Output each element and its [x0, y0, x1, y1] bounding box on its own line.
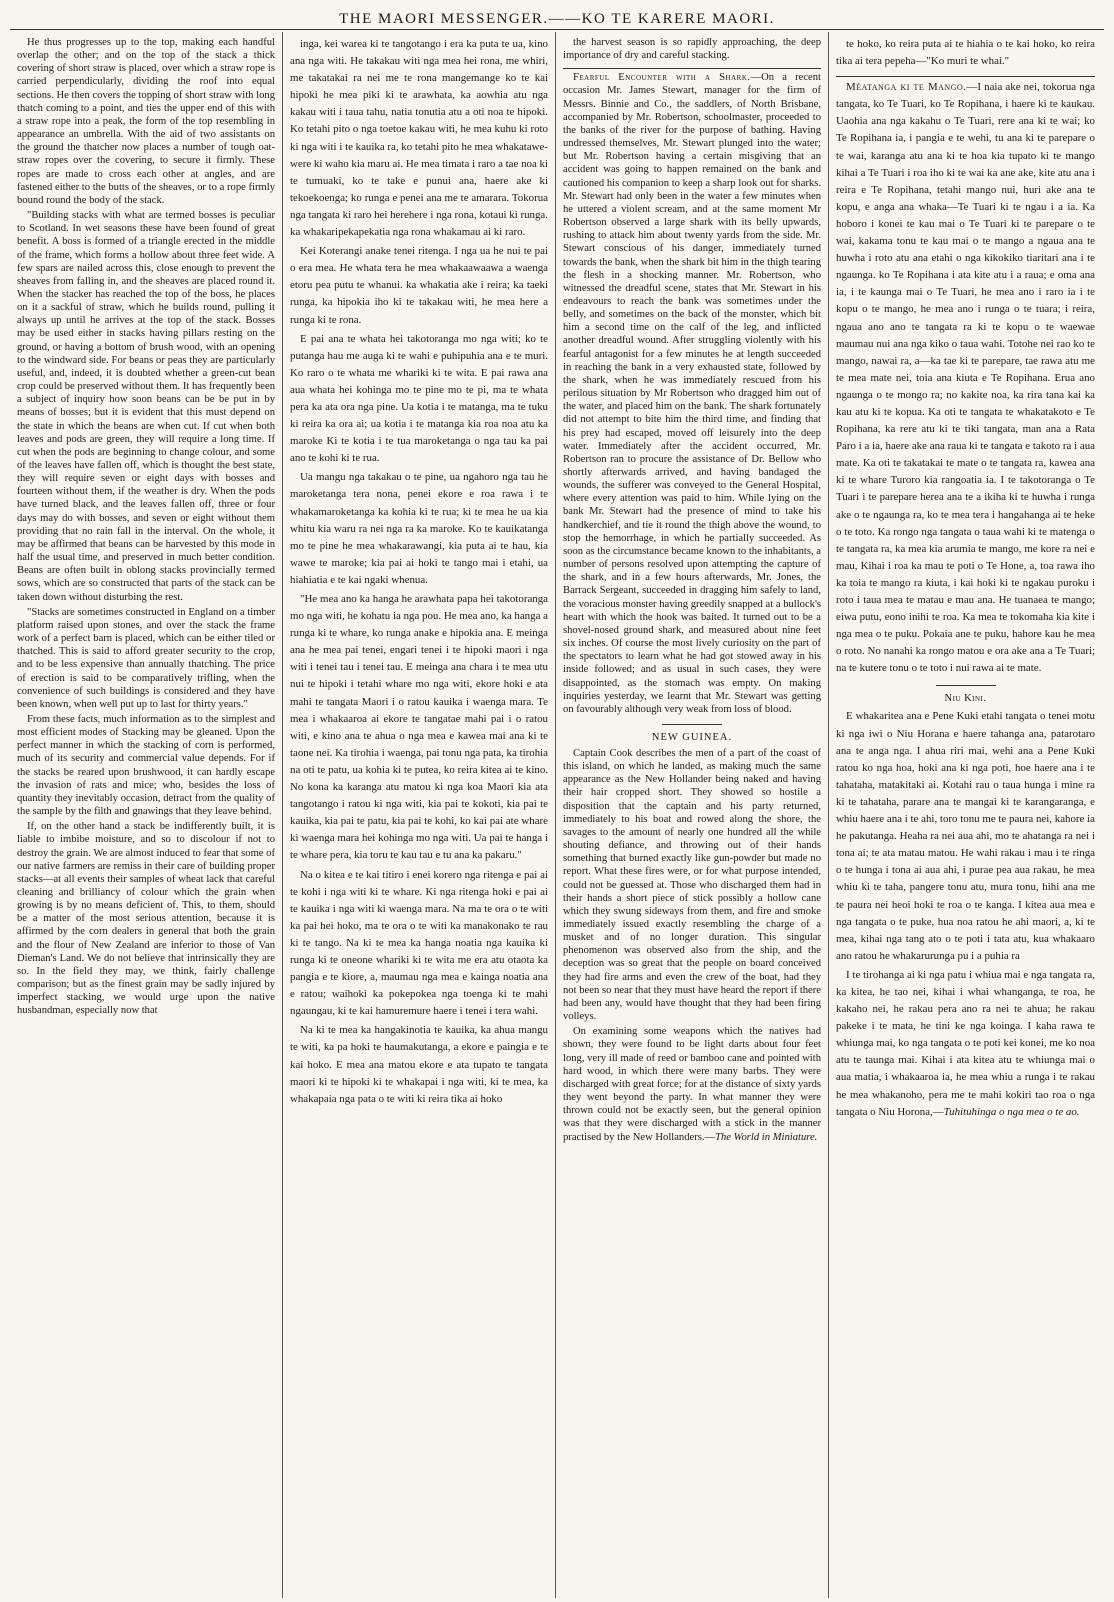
shark-article: [563, 71, 821, 716]
paragraph: Na o kitea e te kai titiro i enei korero nga ritenga e pai ai te kohi i nga witi ki te whare. Ki nga ritenga hoki e pai ai te kauika i nga witi ki waenga mara. Na ma te ora o te witi ka pai hei hoko, ma te ora o te witi ka manakonako te rau ki te tango. Na ki te mea ka hanga noatia nga kauika ki runga ki te oneone whariki ki te wita me era atu otaota ka pangia e te kiore, a, maumau nga mea e kainga noatia ana e ratou; waihoki ka pokepokea nga toenga ki te mahi ngaungau, ki te kai hamuremure haere i tenei i tera wahi.: [290, 868, 548, 1018]
shark-article-title: Fearful Encounter with a Shark.: [573, 72, 751, 84]
paragraph: the harvest season is so rapidly approaching, the deep importance of dry and careful stacking.: [563, 37, 821, 62]
mango-article: [836, 79, 1095, 677]
source-credit: Tuhituhinga o nga mea o te ao.: [943, 1105, 1080, 1118]
divider: [563, 68, 821, 69]
column-maori-news: [829, 32, 1102, 1598]
paragraph: If, on the other hand a stack be indifferently built, it is liable to imbibe moisture, and so to discolour if not to destroy the grain. We are almost induced to fear that some of our native farmers are remiss in their care of building proper stacks—at all events their samples of wheat lack that careful cleaning and brilliancy of colour which the grain when growing is by no means deficient of. This, to them, should be a matter of the most serious attention, because it is affirmed by the corn dealers in general that both the grain and the flour of New Zealand are inferior to those of Van Dieman's Land. We do not believe that intrinsically they are so. In the field they may, we think, fairly challenge comparison; but as the finest grain may be sadly injured by imperfect stacking, we would urge upon the native husbandman, especially now that: [17, 821, 275, 1017]
mango-article-body: —I naia ake nei, tokorua nga tangata, ko Te Tuari, ko Te Ropihana, i haere ki te kaukau. Uaohia ana nga kakahu o Te Tuari, rere ana ki te wai; ko Te Ropihana ia, i pangia e te wehi, tu ana ki te parepare o te wai, karanga atu ana ki te hoa kia tupato ki te mango kihai a Te Tuari i roa iho ki te wai ka ane ake, kite atu ana i reira e Te Ropihana, tetahi mango nui, huri ake ana te kopu, e anga ana whaka—Te Tuari ki te ngau i a ia. Ka hoboro i konei te kau mai o Te Tuari ki te parepare o te wai, kakama tonu te kau mai o te mango a ngaua ana te huwha i roto atu ana etahi o nga kikokiko tiaritari ana i te ngaunga. ko Te Ropihana i ata kite atu i a raua; e oma ana ia, i te kaunga mai o Te Tuari, he mea ano i raro ia i te kopu o te mango, he mea ano i runga o te tuara; i reira, ngaua ano ano te tangata ra ki te kopu o te waewae maumau nui ana nga kiko o taua wahi. Totohe nei rao ko te mango, nawai ra, a—ka tae ki te parepare, tae rawa atu me te mea mate nei, toia ana kiuta e Te Ropihana. Erua ano ngaunga o te mongo ra; no kakite noa, ka rira tana kai ka kau atu ki te kopua. Ka oti te tangata te whakatakoto e Te Ropihana, ka rere atu ki te tiki tangata, man ana a Rata Paro i a ia, haere ake ana raua ki te tangata e takoto ra i aua mate. Ka oti te takatakai te mate o te tangata ra, kawea ana ki te whare Turoro kia rangoatia ia. I te takotoranga o Te Tuari i te parepare herea ana te a ikiha ki te huwha i runga ake o te ngaunga ra, ko te mea tera i hangahanga ai te heke o te toto. Ka rongo nga tangata o taua wahi ki te matenga o te tangata ra, ka mea kia arumia te mango, me kore ra nei e mau, Kihai i roa ka mau te poti o Te Hone, a, toa rawa iho ka toia te mango ra kiuta, i kai hoki ki te ngakau puroku i roto i taua mea te matau e mau ana. He tuanaea te mango; eiwa putu, eono inihi te roa. Ka mea te tokomaha kia kite i nga mea o te puku. Pokaia ane te puku, hahore kau he mea o roto. No nanahi ka rongo matou e ora ake ana a Te Tuari; na te kutere tonu o te toto i nui rawa ai te mate.: [836, 81, 1095, 675]
paragraph: "He mea ano ka hanga he arawhata papa hei takotoranga mo nga witi, he kohatu ia nga pou. He mea ano, ka hanga a runga ki te whare, ko runga anake e hipokia ana. E meinga ana he mea pai tenei, engari tenei i te hipoki maori i nga witi i tenei tau i tenei tau. E meinga ana chara i te mea utu nui te hipoki i tetahi whare mo nga witi, ekore hoki e ata mahi te tangata Maori i o ratou kauika i waenga mara. Te mea i whakaaroa ai ekore te tangatae mahi pai i o ratou witi, e kino ana te ahua o nga mea e kawea mai ana ki te taone nei. Ka tirohia i waenga, pai tonu nga pata, ka tirohia na oti te patu, ua kohia ki te putea, ko reira kitea ai te kino. No kona ka karanga atu matou ki nga koa Maori kia ata tangotango i ratou ki nga witi, kia pai te kokoti, kia pai te kauika, kia pai te patu, kia pai te kohi, ko kai pai ate whare ki waenga mara hei kohinga mo nga witi. Ua pai te hanga i te whare pera, kia toru te kau tau e tu ana ka pakaru.": [290, 593, 548, 862]
paragraph: [836, 967, 1095, 1121]
paragraph: E pai ana te whata hei takotoranga mo nga witi; ko te putanga hau me auga ki te wahi e puhipuhia ana e te muri. Ko raro o te whata me whariki ki te wita. E pai rawa ana aua whata hei kohinga mo te pine mo te pi, ma te whata pera ka ata ora nga pine. Ua kotia i te matanga, ma te tuku ki reira ka ora ai; ua kotia i te matanga kia roa noa atu ka maroke Ki te kotia i te tua maroketanga o nga tau ka pai ano te kohi ki te rua.: [290, 332, 548, 465]
paragraph: Na ki te mea ka hangakinotia te kauika, ka ahua mangu te witi, ka pa hoki te haumakutanga, a ekore e paingia e te kai hoko. E mea ana matou ekore e ata tupato te tangata maori ki te hipoki ki te whakapai i nga witi, ki te mea, ka whakapaia nga pata o te witi ki reira tika ai hoko: [290, 1024, 548, 1105]
paragraph: "Building stacks with what are termed bosses is peculiar to Scotland. In wet seasons these have been found of great benefit. A boss is formed of a triangle erected in the middle of the frame, which forms a hollow about three feet wide. A few spars are nailed across this, close enough to prevent the sheaves from falling in, and the sheaves are placed round it. When the stacker has reached the top of the boss, he places on it a sackful of straw, which he builds round, pulling it always up until he arrives at the top of the stack. Bosses may be used either in stacks having pillars resting on the ground, or having a bottom of brush wood, with an opening to the windward side. For beans or peas they are particularly useful, and, indeed, it is doubted whether a green-cut bean crop could be preserved without them. It has frequently been a subject of inquiry how soon beans can be be put in by means of bosses; but it is evident that this must depend on the state in which the beans are when cut. If cut when both leaves and pods are green, they will require a long time. If cut when the pods are beginning to change colour, and some of the leaves have fallen off, which is thought the best state, they will require seven or eight days with bosses and fourteen without them, if the weather is dry. When the pods have turned black, and the leaves fallen off, three or four days may do with bosses, and seven or eight without them providing that no rain fall in the interval. On the whole, it may be affirmed that beans can be harvested by this mode in half the usual time, and preserved in much better condition. Beans are often built in oblong stacks provincially termed sows, which are so constructed that parts of the stack can be taken down without disturbing the rest.: [17, 210, 275, 603]
column-maori-stacking: [283, 32, 556, 1598]
paragraph: [563, 1025, 821, 1143]
niu-kini-heading: Niu Kini.: [944, 693, 987, 705]
paragraph: inga, kei warea ki te tangotango i era ka puta te ua, kino ana nga witi. He takakau witi nga mea hei rona, me whiri, me takatakai ra nei me te rona mangemange ko te kai hipoki he mea piki ki te arawhata, ka aowhia atu nga kakau witi i taua tahu, natia tonutia atu a oti noa te hipoki. Ko tetahi pito o nga toetoe kakau witi, he mea kuhu ki roto ki nga witi i te kauika ra, ko tetahi pito he mea whakatawe-were ki waho kia maru ai. He mea timata i raro a tae noa ki te tumuaki, ko te take e punui ana, haere ake ki tekoekoenga; ko runga e penei ana me te amarara. Tokorua nga tangata ki raro hei herehere i nga rona, kotaui ki runga. ka whakaripekapekatia nga rona whakamau ai ki raro.: [290, 38, 548, 239]
column-english-stacking: [10, 32, 283, 1598]
paragraph: Kei Koterangi anake tenei ritenga. I nga ua he nui te pai o era mea. He whata tera he mea whakaawaawa a waenga etoru pea putu te whanui. ka whakatia ake i reira; ka taeki runga, ka hipokia iho ki te takakau witi, he mea here a runga ki te rona.: [290, 245, 548, 326]
source-credit: The World in Miniature.: [715, 1131, 818, 1143]
divider: [836, 76, 1095, 77]
paragraph-body: On examining some weapons which the natives had shown, they were found to be light darts about four feet long, very ill made of reed or bamboo cane and pointed with hard wood, in which there were many barbs. They were discharged with great force; for at the distance of sixty yards they went beyond the party. In what manner they were thrown could not be exactly seen, but the general opinion was that they were discharged with a stick in the manner practised by the New Hollanders.—: [563, 1026, 821, 1143]
column-english-news: [556, 32, 829, 1598]
mango-article-title: Mèatanga ki te Mango.: [846, 81, 967, 94]
masthead: THE MAORI MESSENGER.——KO TE KARERE MAORI.: [10, 8, 1104, 30]
columns: [10, 32, 1104, 1598]
paragraph: From these facts, much information as to the simplest and most efficient modes of Stacking may be gleaned. Upon the perfect manner in which the stacking of corn is performed, much of its security and commercial value depends. For if the stacks be reared upon brushwood, it can hardly escape the invasion of rats and mice; who, besides the loss of quantity they inevitably occasion, detract from the quality of the sample by the filth and gnawings that they leave behind.: [17, 713, 275, 818]
divider: [936, 685, 996, 686]
paragraph: te hoko, ko reira puta ai te hiahia o te kai hoko, ko reira tika ai tera pepeha—"Ko muri te whai.": [836, 38, 1095, 68]
new-guinea-heading: NEW GUINEA.: [651, 731, 733, 743]
paragraph: Captain Cook describes the men of a part of the coast of this island, on which he landed, as making much the same appearance as the New Hollander being naked and having their hair cropped short. They showed so hostile a disposition that the captain and his party returned, immediately to his boat and rowed along the shore, the savages to the amount of nearly one hundred all the while shouting defiance, and throwing out of their hands something that burned exactly like gun-powder but made no report. What these fires were, or for what purpose intended, could not be guessed at. Those who discharged them had in their hands a short piece of stick possibly a hollow cane which they swung sideways from them, and fire and smoke immediately issued exactly resembling the charge of a musket and of no longer duration. This singular phenomenon was observed also from the ship, and the deception was so great that the people on board conceived they had fire arms and even the crew of the boat, had they not been so near that they must have heard the report if there had been any, would have thought that they had been firing volleys.: [563, 747, 821, 1023]
divider: [662, 724, 722, 725]
paragraph: "Stacks are sometimes constructed in England on a timber platform raised upon stones, and over the stack the frame work of a perfect barn is placed, which can be either tiled or thatched. This is said to afford greater security to the crop, and to be less expensive than annually thatching. The price of erection is said to be comparatively trifling, when the convenience of such buildings is considered and they have been known, when well put up to last for thirty years.": [17, 606, 275, 710]
paragraph: Ua mangu nga takakau o te pine, ua ngahoro nga tau he maroketanga tera nona, penei ekore e roa rawa i te whakamaroketanga ka kohia ki te rua; ki te mea he ua kia whitu kia waru ra nei nga ra ka maroke. Ko te kauikatanga mo te pine he mea whakarawangi, kia puta ai te hau, kia wawe te maroke; kia pai ai hoki te tango mai i etahi, ua hiahiatia e te kai ngaki whenua.: [290, 471, 548, 586]
paragraph: He thus progresses up to the top, making each handful overlap the other; and on the top of the stack a thick covering of short straw is placed, over which a straw rope is carried perpendicularly, dividing the roof into equal sections. He then covers the topping of short straw with long thatch coming to a point, and ties the upper end of this with a straw rope into a peak, the form of the top resembling in appearance an umbrella. With the aid of two assistants on the ground the thatcher now places a number of tough oat-straw ropes over the covering, to secure it firmly. These ropes are made to cross each other at angles, and are fastened either to the butts of the sheaves, or to a rope firmly bound round the body of the stack.: [17, 37, 275, 206]
paragraph: E whakaritea ana e Pene Kuki etahi tangata o tenei motu ki nga iwi o Niu Horana e haere tahanga ana, patarotaro ana te anga nga. I ahua riri mai, wehi ana a Pene Kuki ratou ko nga hoa, hoki ana ki nga poti, hoe haere ana i te tahataha, matakitaki ai. Kotahi rau o taua hunga i mine ra ki te tahataha, parare ana te mangai ki te karangaranga, e whiu haere ana i te ahi, toro tonu me te paura nei, kahore ia he pakutanga. Heaha ra nei aua ahi, mo te ahatanga ra nei i tona ai; te ata matau matou. He wahi rakau i mau i te ringa o te hunga i tona ai aua ahi, i purae pea aua rakau, he mea whiu ki te taha, pangere tonu atu, mura tonu, hihi ana me te paura nei heoi hoki te roa o te kanga. I kitea aua mea e nga tangata o te puke, hua noa ratou he ahi maori, a, ki te mea, kihai nga tang ato o te poti i tata atu, kua whakaaro ano ratou he whakarurunga pu i a puhia ra: [836, 710, 1095, 962]
paragraph-body: I te tirohanga ai ki nga patu i whiua mai e nga tangata ra, ka kitea, he tao nei, kihai i whai whanganga, te roa, he kakaho nei, he rakau pera ano ra nei te ahua; he rakau pakeke i te mata, he tini ke nga koinga. I kaha rawa te whiunga mai, ko nga tangata o te poti kei konei, me ko noa atu te taunga mai. Kihai i ata kitea atu te whiunga mai o aua matia, i whakaaroa ia, he mea whiu a runga i te rakau he mea whakanoho, pera me te mahi kokiri tao roa o nga tangata o Niu Horona,—: [836, 968, 1095, 1118]
shark-article-body: —On a recent occasion Mr. James Stewart, manager for the firm of Messrs. Binnie and Co., the saddlers, of North Brisbane, accompanied by Mr. Robertson, schoolmaster, proceeded to the banks of the river for the purpose of bathing. Having undressed themselves, Mr. Stewart plunged into the water; but Mr. Robertson having a certain misgiving that an accident was going to happen remained on the bank and cautioned his companion to keep a sharp look out for sharks. Mr. Stewart had only been in the water a few minutes when he uttered a violent scream, and at the same moment Mr Robertson observed a large shark with its belly upwards, rushing to attack him about twenty yards from the side. Mr. Stewart conscious of his danger, immediately turned towards the bank, when the shark bit him in the thigh tearing the flesh in a shocking manner. Mr. Robertson, who witnessed the dreadful scene, states that Mr. Stewart in his endeavours to reach the bank was sometimes under the belly, and sometimes on the back of the monster, which bit him a second time on the calf of the leg, and inflicted another dreadful wound. After struggling violently with his fearful antagonist for a few minutes he at length succeeded in reaching the bank in a very exhausted state, followed by the shark, when he was immediately rescued from his perilous situation by Mr Robertson who dragged him out of the water, and placed him on the bank. The shark fortunately did not attempt to bite him the third time, and finding that his prey had escaped, moved off leisurely into the deep water. Immediately after the accident occurred, Mr. Robertson ran to procure the assistance of Dr. Bellow who shortly afterwards arrived, and having bandaged the wounds, the sufferer was conveyed to the General Hospital, where every attention was paid to him. While lying on the bank Mr. Stewart had the presence of mind to take his handkerchief, and tie it round the thigh above the wound, to stop the hemorrhage, in which he partially succeeded. As soon as the circumstance became known to the inhabitants, a number of persons resolved upon attempting the capture of the shark, and in a few hours afterwards, Mr. Jones, the Barrack Sergeant, succeeded in dragging him safely to land, the voracious monster having greedily snapped at a bullock's heart with which the hook was baited. It turned out to be a shovel-nosed ground shark, and measured about nine feet six inches. Of course the most lively curiosity on the part of the spectators to learn what he had got stowed away in his inside followed; and as usual in such cases, they were disappointed, as the stomach was empty. On making inquiries yesterday, we learnt that Mr. Stewart was getting on favourably although very weak from loss of blood.: [563, 72, 821, 715]
